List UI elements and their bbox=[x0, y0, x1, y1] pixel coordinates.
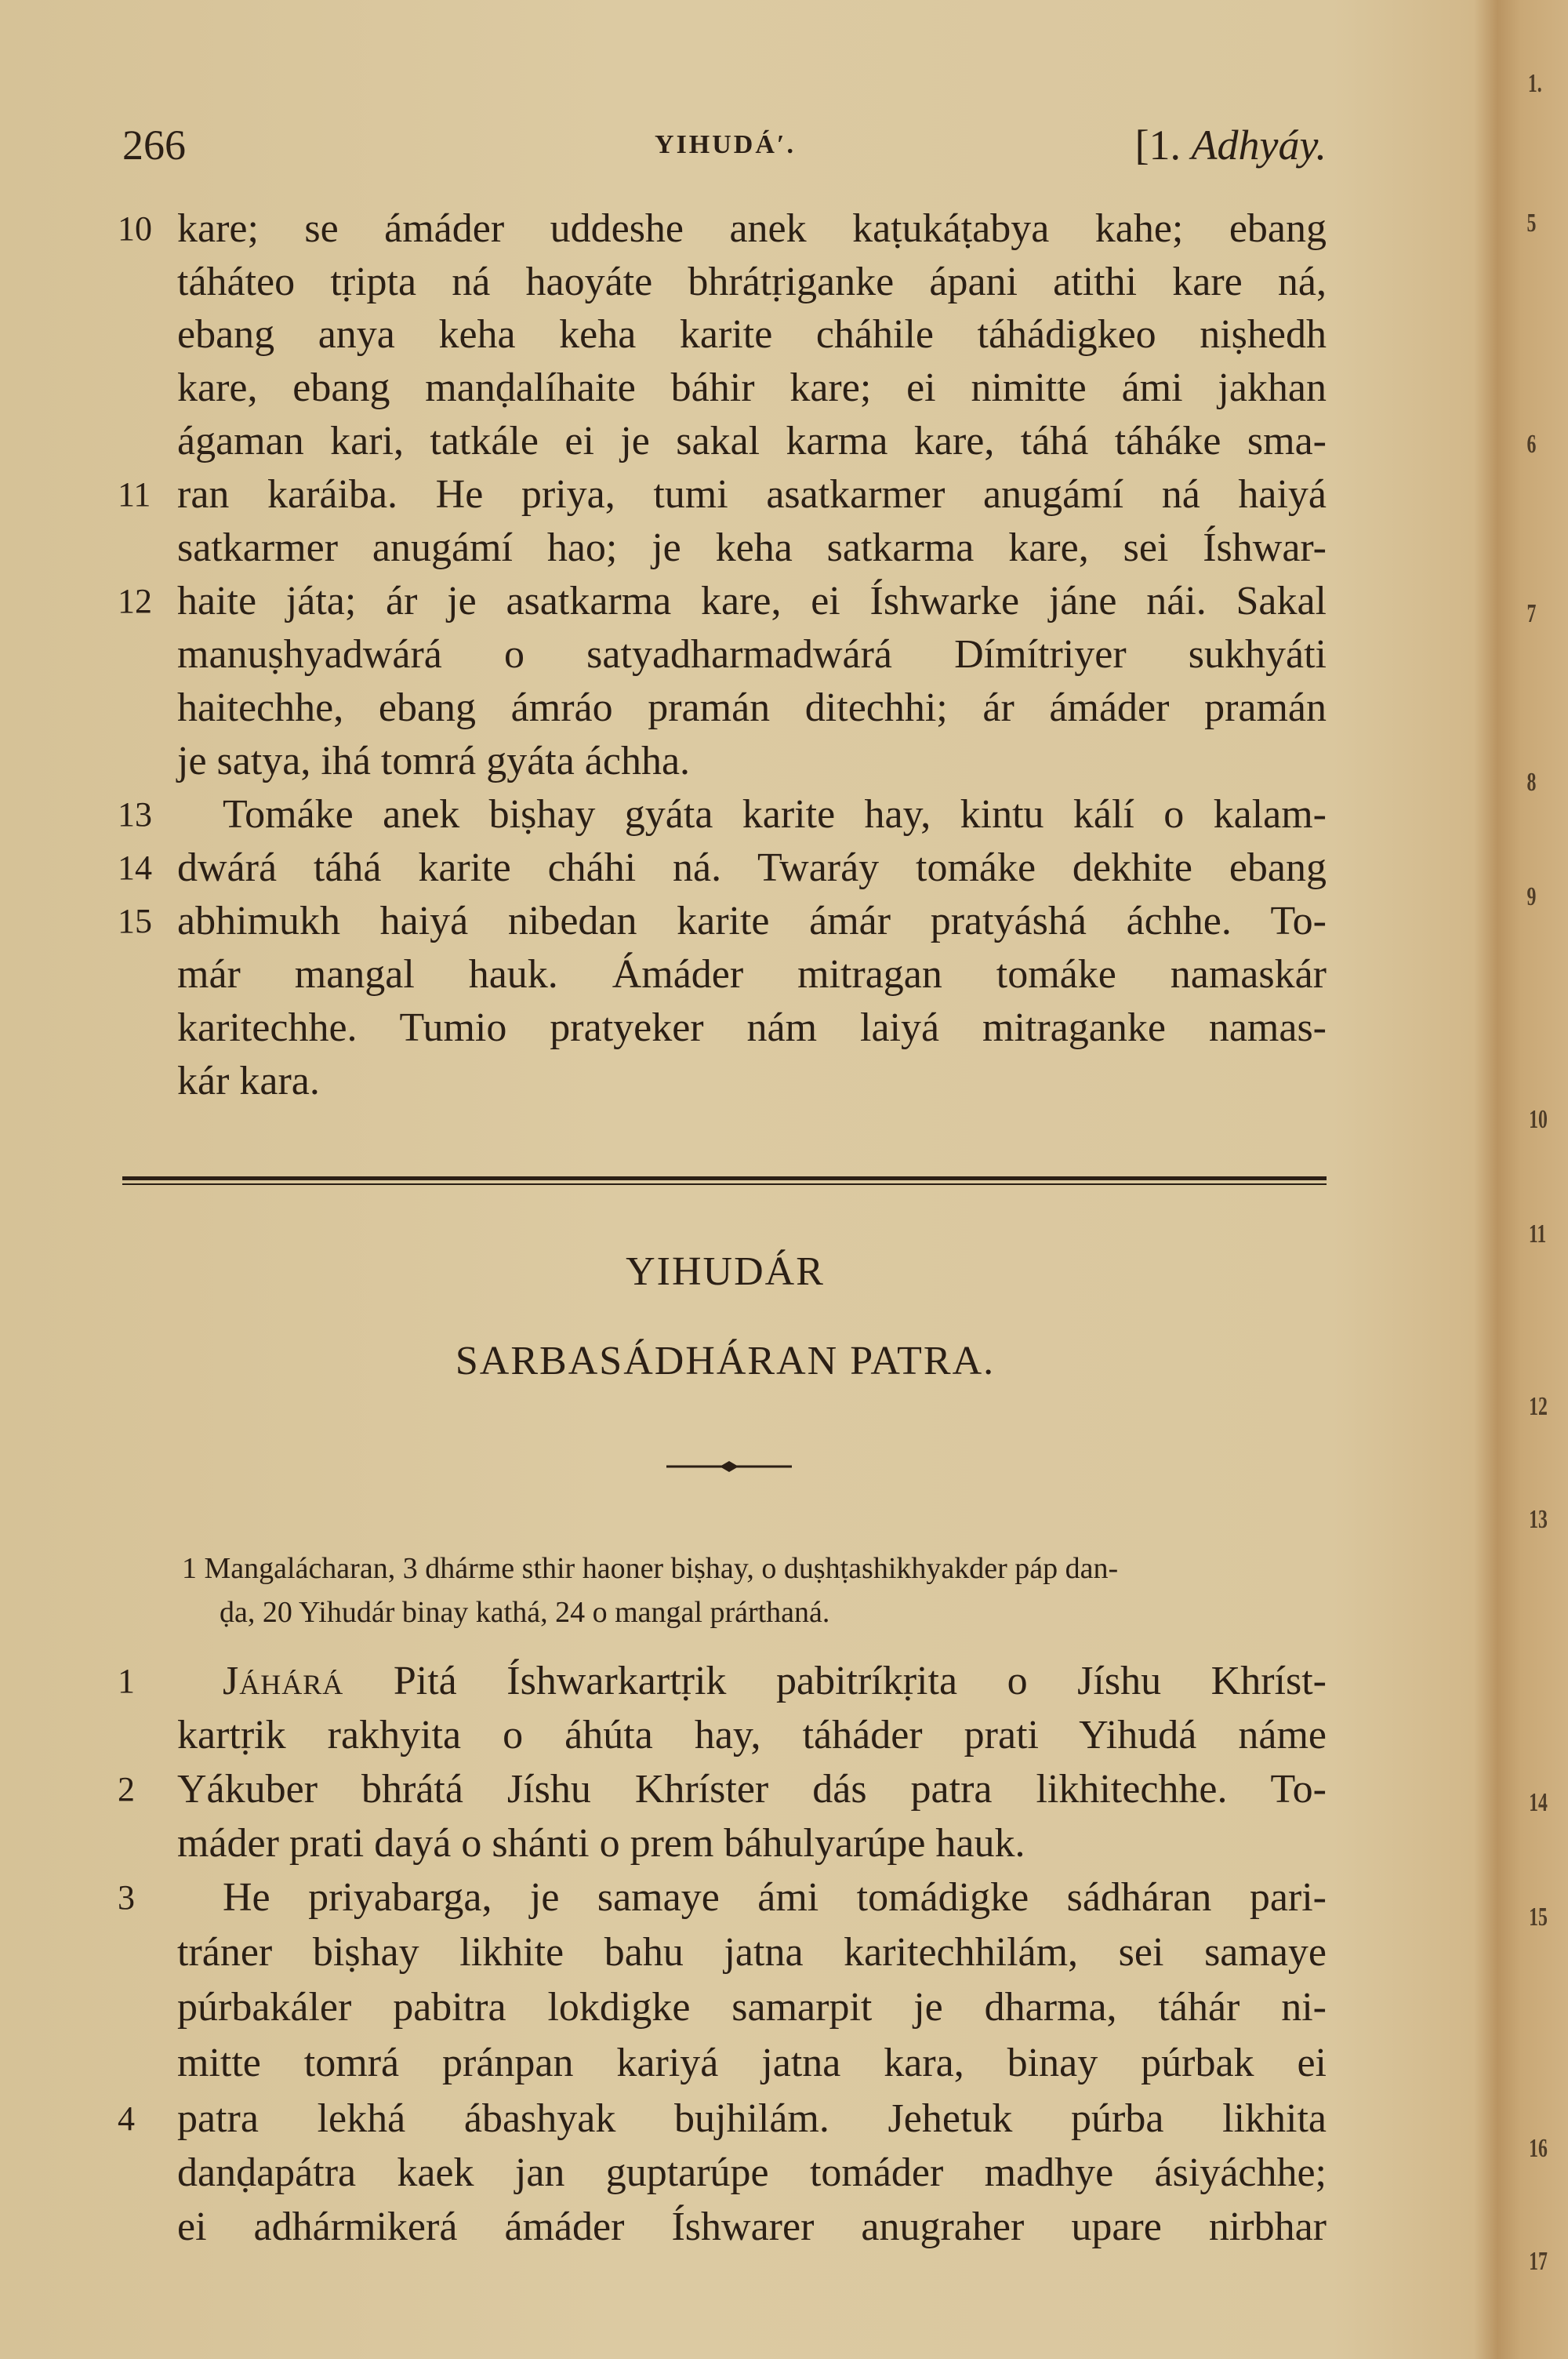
text-line: karitechhe. Tumio pratyeker nám laiyá mitraganke namas- bbox=[177, 1005, 1327, 1050]
page-number: 266 bbox=[122, 122, 186, 169]
text-line: haite játa; ár je asatkarma kare, ei Íshwarke jáne nái. Sakal bbox=[177, 579, 1327, 623]
text-line: He priyabarga, je samaye ámi tomádigke sádháran pari- bbox=[223, 1875, 1327, 1920]
text-line: táháteo tṛipta ná haoyáte bhrátṛiganke ápani atithi kare ná, bbox=[177, 260, 1327, 304]
verse-number: 2 bbox=[118, 1770, 135, 1808]
verse-number: 15 bbox=[118, 902, 152, 940]
text-line: mitte tomrá pránpan kariyá jatna kara, binay púrbak ei bbox=[177, 2041, 1327, 2085]
text-line: haitechhe, ebang ámráo pramán ditechhi; ár ámáder pramán bbox=[177, 685, 1327, 730]
facing-page-verse-number: 8 bbox=[1526, 768, 1537, 797]
text-line: kartṛik rakhyita o áhúta hay, táháder prati Yihudá náme bbox=[177, 1713, 1327, 1757]
text-line: tráner biṣhay likhite bahu jatna karitechhilám, sei samaye bbox=[177, 1930, 1327, 1975]
text-line: ei adhármikerá ámáder Íshwarer anugraher upare nirbhar bbox=[177, 2205, 1327, 2249]
verse-number: 3 bbox=[118, 1878, 135, 1917]
facing-page-verse-number: 16 bbox=[1529, 2134, 1548, 2163]
verse-number: 12 bbox=[118, 582, 152, 620]
facing-page-verse-number: 12 bbox=[1529, 1392, 1548, 1421]
facing-page-verse-number: 13 bbox=[1529, 1505, 1548, 1534]
opening-word: Jáhárá bbox=[223, 1659, 344, 1703]
text-line: manuṣhyadwárá o satyadharmadwárá Dímítriyer sukhyáti bbox=[177, 632, 1327, 677]
text-line: Yákuber bhrátá Jíshu Khríster dás patra likhitechhe. To- bbox=[177, 1767, 1327, 1812]
verse-number: 4 bbox=[118, 2099, 135, 2138]
line-text: Pitá Íshwarkartṛik pabitríkṛita o Jíshu Khríst- bbox=[393, 1659, 1327, 1703]
verse-number: 14 bbox=[118, 849, 152, 887]
facing-page-verse-number: 9 bbox=[1526, 882, 1537, 911]
text-line: máder prati dayá o shánti o prem báhulyarúpe hauk. bbox=[177, 1821, 1025, 1866]
text-line: púrbakáler pabitra lokdigke samarpit je dharma, táhár ni- bbox=[177, 1985, 1327, 2030]
verse-number: 10 bbox=[118, 209, 152, 248]
text-line: danḍapátra kaek jan guptarúpe tomáder madhye ásiyáchhe; bbox=[177, 2150, 1327, 2195]
book-title: YIHUDÁR bbox=[626, 1249, 825, 1294]
text-line: ágaman kari, tatkále ei je sakal karma kare, táhá táháke sma- bbox=[177, 419, 1327, 463]
book-subtitle: SARBASÁDHÁRAN PATRA. bbox=[455, 1339, 996, 1383]
facing-page-verse-number: 15 bbox=[1529, 1903, 1548, 1932]
text-line: je satya, ihá tomrá gyáta áchha. bbox=[177, 739, 691, 783]
facing-page-verse-number: 17 bbox=[1529, 2247, 1548, 2276]
text-line: abhimukh haiyá nibedan karite ámár pratyáshá áchhe. To- bbox=[177, 899, 1327, 943]
chapter-heading bbox=[1098, 118, 1327, 173]
chapter-label: Adhyáy. bbox=[1191, 122, 1327, 169]
facing-page-verse-number: 6 bbox=[1526, 430, 1537, 459]
text-line: kare; se ámáder uddeshe anek kaṭukáṭabya kahe; ebang bbox=[177, 206, 1327, 251]
facing-page-verse-number: 11 bbox=[1528, 1219, 1547, 1249]
section-divider-thick bbox=[122, 1176, 1327, 1180]
text-line: satkarmer anugámí hao; je keha satkarma kare, sei Íshwar- bbox=[177, 525, 1327, 570]
running-title: YIHUDÁ′. bbox=[655, 130, 796, 159]
facing-page-verse-number: 14 bbox=[1529, 1788, 1548, 1817]
text-line: Tomáke anek biṣhay gyáta karite hay, kintu kálí o kalam- bbox=[223, 792, 1327, 837]
verse-number: 13 bbox=[118, 795, 152, 834]
text-line: ran karáiba. He priya, tumi asatkarmer anugámí ná haiyá bbox=[177, 472, 1327, 517]
verse-number: 11 bbox=[118, 475, 151, 514]
facing-page-verse-number: 7 bbox=[1526, 599, 1537, 628]
section-divider-thin bbox=[122, 1183, 1327, 1185]
chapter-summary-line-2: ḍa, 20 Yihudár binay kathá, 24 o mangal prárthaná. bbox=[220, 1596, 830, 1629]
chapter-summary-line-1: 1 Mangalácharan, 3 dhárme sthir haoner biṣhay, o duṣhṭashikhyakder páp dan- bbox=[182, 1552, 1119, 1585]
text-line bbox=[177, 1655, 1327, 1708]
facing-page-verse-number: 5 bbox=[1526, 209, 1537, 238]
text-line: ebang anya keha keha karite cháhile táhádigkeo niṣhedh bbox=[177, 312, 1327, 357]
text-line: dwárá táhá karite cháhi ná. Twaráy tomáke dekhite ebang bbox=[177, 845, 1327, 890]
chapter-number: [1. bbox=[1134, 122, 1181, 169]
text-line: patra lekhá ábashyak bujhilám. Jehetuk púrba likhita bbox=[177, 2096, 1327, 2141]
facing-page-verse-number: 10 bbox=[1529, 1105, 1548, 1134]
ornament-divider-icon bbox=[666, 1460, 792, 1473]
facing-page-verse-number: 1. bbox=[1527, 69, 1542, 98]
text-line: már mangal hauk. Ámáder mitragan tomáke namaskár bbox=[177, 952, 1327, 997]
text-line: kare, ebang manḍalíhaite báhir kare; ei nimitte ámi jakhan bbox=[177, 365, 1327, 410]
text-line: kár kara. bbox=[177, 1059, 320, 1103]
verse-number: 1 bbox=[118, 1662, 135, 1700]
